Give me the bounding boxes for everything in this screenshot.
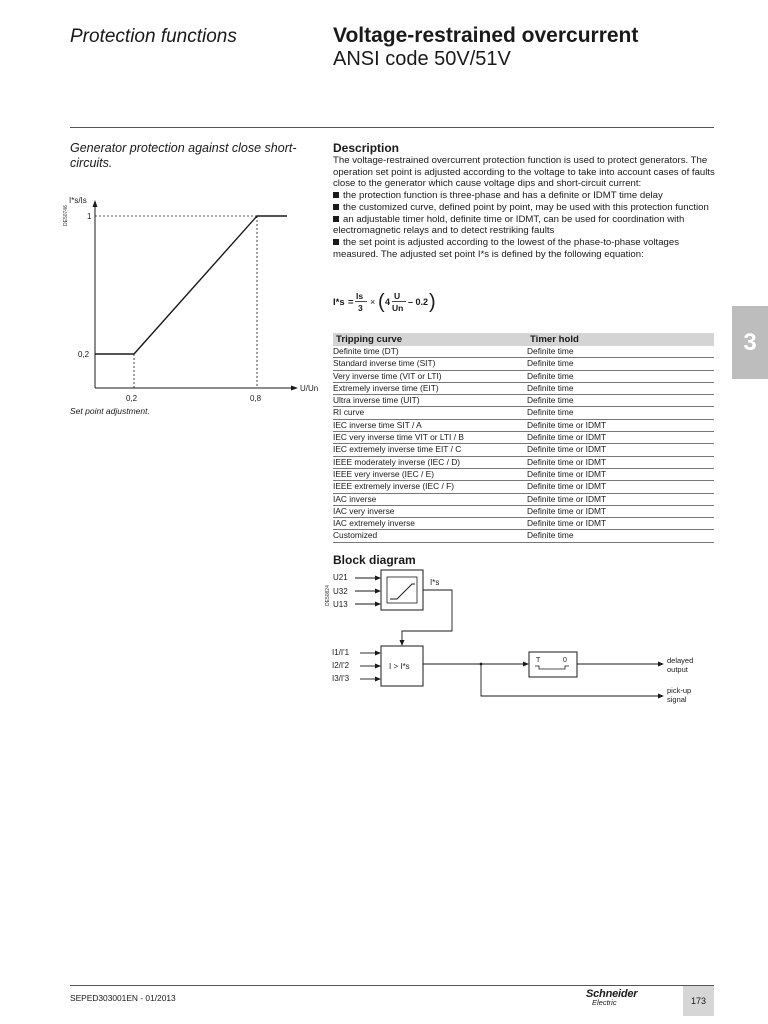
pickup-label-2: signal	[667, 695, 687, 704]
table-row: Ultra inverse time (UIT) Definite time	[333, 395, 714, 407]
graph-x-tick-02: 0,2	[126, 394, 138, 403]
page-subtitle: ANSI code 50V/51V	[333, 48, 511, 70]
eq-den1: 3	[358, 303, 363, 313]
arrow-i2	[375, 664, 381, 669]
delayed-output-label-1: delayed	[667, 656, 694, 665]
description-bullet: an adjustable timer hold, definite time or IDMT, can be used for coordination with electromagnetic relays and to detect restriking faults	[333, 213, 685, 237]
table-row: IEEE very inverse (IEC / E) Definite time or IDMT	[333, 468, 714, 480]
footer-divider	[70, 985, 714, 986]
eq-four: 4	[385, 297, 391, 307]
description-bullet: the customized curve, defined point by point, may be used with this protection function	[333, 202, 715, 214]
input-u32: U32	[333, 587, 348, 596]
graph-caption: Set point adjustment.	[70, 406, 150, 416]
block-diagram	[318, 568, 708, 718]
input-i1: I1/I'1	[332, 648, 350, 657]
eq-den2: Un	[392, 303, 404, 313]
table-row: IAC extremely inverse Definite time or IDMT	[333, 518, 714, 530]
table-row: IEC extremely inverse time EIT / C Definite time or IDMT	[333, 444, 714, 456]
bullet-icon	[333, 239, 339, 245]
graph-y-tick-02: 0,2	[78, 350, 90, 359]
graph-curve	[95, 216, 287, 354]
description-bullet: the protection function is three-phase and has a definite or IDMT time delay	[333, 190, 715, 202]
block-diagram-heading: Block diagram	[333, 553, 416, 567]
table-row: IEEE moderately inverse (IEC / D) Definite time or IDMT	[333, 456, 714, 468]
section-title: Protection functions	[70, 26, 237, 47]
page-number: 173	[683, 986, 714, 1016]
description-bullet: the set point is adjusted according to the lowest of the phase-to-phase voltages measured. The adjusted set point I*s is defined by the following equation:	[333, 236, 679, 260]
junction-dot	[480, 663, 483, 666]
table-body	[333, 346, 714, 542]
graph-figure-code: DE50746	[63, 205, 69, 226]
table-header-row	[333, 333, 714, 346]
graph-x-arrow	[291, 386, 298, 391]
input-u13: U13	[333, 600, 348, 609]
arrow-pickup	[658, 694, 664, 699]
setpoint-equation	[333, 288, 463, 316]
sidebar-caption: Generator protection against close short-circuits.	[70, 141, 297, 170]
description-body	[333, 155, 715, 260]
table-row: Definite time (DT) Definite time	[333, 346, 714, 358]
table-row: RI curve Definite time	[333, 407, 714, 419]
bullet-icon	[333, 192, 339, 198]
eq-equals: =	[348, 297, 354, 308]
arrow-u32	[375, 589, 381, 594]
eq-num2: U	[394, 291, 401, 301]
header-divider	[70, 127, 714, 128]
pickup-label-1: pick-up	[667, 686, 692, 695]
arrow-i3	[375, 677, 381, 682]
delayed-output-label-2: output	[667, 665, 688, 674]
eq-paren-close: )	[429, 291, 436, 313]
graph-y-label: I*s/Is	[69, 196, 87, 205]
description-intro: The voltage-restrained overcurrent protection function is used to protect generators. The operation set point is adjusted according to the voltage to take into account cases of faults close to the generator which cause voltage dips and short-circuit current:	[333, 155, 715, 190]
input-i2: I2/I'2	[332, 661, 350, 670]
bullet-icon	[333, 204, 339, 210]
curve-output-label: I*s	[430, 578, 440, 587]
table-header-timer-hold: Timer hold	[527, 333, 714, 346]
graph-x-label: U/Un	[300, 384, 319, 393]
arrow-setpoint	[400, 640, 405, 646]
table-row: IEC inverse time SIT / A Definite time or IDMT	[333, 419, 714, 431]
eq-lhs: I*s	[333, 297, 345, 308]
graph-y-arrow	[93, 200, 98, 207]
chapter-tab: 3	[732, 306, 768, 379]
tripping-curve-table	[333, 333, 714, 543]
comparator-label: I > I*s	[389, 662, 410, 671]
description-heading: Description	[333, 141, 400, 155]
brand-name: Schneider	[586, 988, 638, 1000]
table-row: Very inverse time (VIT or LTI) Definite time	[333, 370, 714, 382]
brand-logo	[586, 988, 637, 1007]
arrow-u21	[375, 576, 381, 581]
eq-paren-open: (	[378, 291, 385, 313]
input-u21: U21	[333, 573, 348, 582]
arrow-delayed	[658, 662, 664, 667]
table-row: IEEE extremely inverse (IEC / F) Definite time or IDMT	[333, 481, 714, 493]
eq-num1: Is	[356, 291, 364, 301]
brand-sub: Electric	[592, 998, 617, 1007]
arrow-u13	[375, 602, 381, 607]
eq-minus: – 0.2	[408, 297, 429, 307]
timer-t-label: T	[536, 657, 541, 664]
eq-times: ×	[370, 297, 376, 307]
timer-zero-label: 0	[563, 657, 567, 664]
table-row: IEC very inverse time VIT or LTI / B Definite time or IDMT	[333, 432, 714, 444]
bullet-icon	[333, 216, 339, 222]
table-header-tripping-curve: Tripping curve	[333, 333, 527, 346]
input-i3: I3/I'3	[332, 674, 350, 683]
table-row: Standard inverse time (SIT) Definite time	[333, 358, 714, 370]
document-reference: SEPED303001EN - 01/2013	[70, 993, 176, 1003]
setpoint-graph	[62, 190, 327, 405]
graph-x-tick-08: 0,8	[250, 394, 262, 403]
block-figure-code: DE50824	[325, 585, 331, 606]
arrow-timer	[523, 662, 529, 667]
table-row: IAC inverse Definite time or IDMT	[333, 493, 714, 505]
graph-y-tick-1: 1	[87, 212, 92, 221]
table-row: Customized Definite time	[333, 530, 714, 542]
table-row: IAC very inverse Definite time or IDMT	[333, 505, 714, 517]
timer-block	[529, 652, 577, 677]
page-title: Voltage-restrained overcurrent	[333, 24, 639, 47]
table-row: Extremely inverse time (EIT) Definite time	[333, 382, 714, 394]
arrow-i1	[375, 651, 381, 656]
